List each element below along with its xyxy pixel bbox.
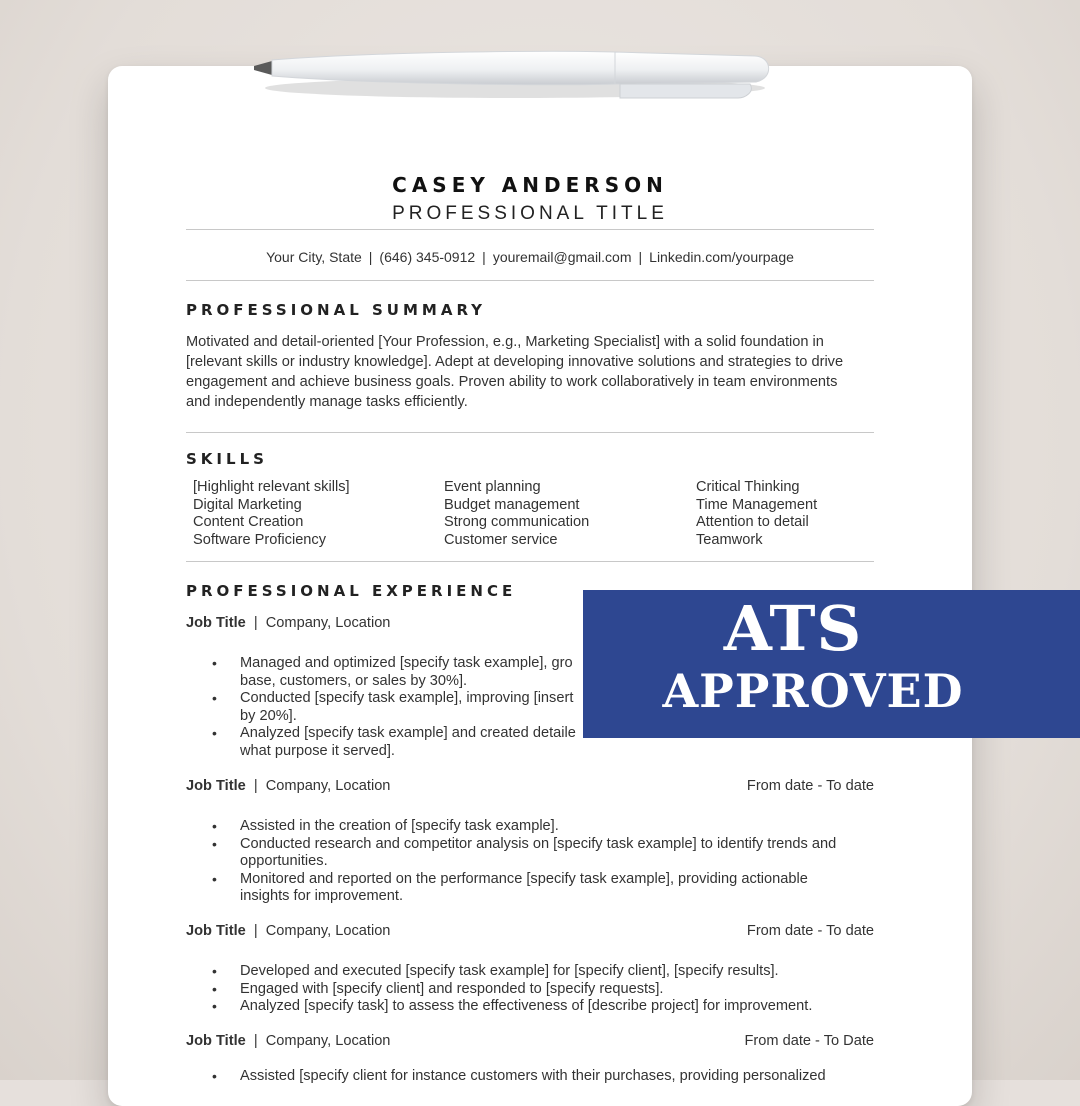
skill-item: Budget management [444, 496, 580, 513]
bullet-item [210, 1068, 870, 1086]
resume-name: CASEY ANDERSON [392, 173, 668, 197]
bullet-line: • Assisted in the creation of [specify task example]. [240, 818, 559, 834]
skill-item: Teamwork [696, 531, 763, 548]
skills-heading: SKILLS [186, 450, 268, 468]
bullet-line: • Engaged with [specify client] and responded to [specify requests]. [240, 980, 664, 997]
job-bullets [210, 963, 870, 1016]
bullet-line: • Conducted research and competitor analysis on [specify task example] to identify trends and [240, 835, 837, 852]
job-company: Company, Location [265, 923, 391, 939]
summary-line: and independently manage tasks efficiently. [186, 394, 468, 410]
summary-heading: PROFESSIONAL SUMMARY [186, 301, 487, 319]
bullet-line: opportunities. [240, 853, 328, 869]
skills-column [696, 479, 817, 549]
bullet-item [210, 871, 870, 906]
job-company: Company, Location [265, 1033, 391, 1049]
badge-line1: ATS [723, 592, 863, 665]
divider [186, 432, 874, 433]
bullet-line: by 20%]. [240, 707, 297, 724]
bullet-item [210, 836, 870, 871]
skill-item: Customer service [444, 531, 558, 548]
skill-item: Digital Marketing [193, 496, 302, 513]
job-dates: From date - To date [746, 923, 874, 939]
job-bullets [210, 818, 870, 906]
skill-item: Strong communication [444, 514, 590, 530]
job-dates: From date - To Date [744, 1033, 874, 1049]
bullet-line: base, customers, or sales by 30%]. [240, 672, 468, 689]
job-header: Job Title | Company, Location From date - To date [186, 778, 874, 794]
bullet-line: • Assisted [specify client for instance customers with their purchases, providing personalized [240, 1068, 826, 1084]
skill-item: Content Creation [193, 514, 304, 530]
job-header: Job Title | Company, Location [186, 615, 391, 631]
summary-line: [relevant skills or industry knowledge]. Adept at developing innovative solutions and strategies to drive [186, 354, 844, 370]
contact-line: Your City, State | (646) 345-0912 | youremail@gmail.com | Linkedin.com/yourpage [266, 249, 794, 265]
divider [186, 561, 874, 562]
job-header: Job Title | Company, Location From date - To date [186, 923, 874, 939]
divider [186, 280, 874, 281]
bullet-line: what purpose it served]. [240, 742, 395, 759]
skill-item: Time Management [696, 496, 818, 513]
pen-image [250, 40, 780, 110]
badge-line2: APPROVED [662, 664, 964, 718]
summary-line: Motivated and detail-oriented [Your Profession, e.g., Marketing Specialist] with a solid foundation in [186, 334, 824, 350]
contact-phone: (646) 345-0912 [379, 249, 476, 265]
contact-location: Your City, State [266, 249, 362, 265]
job-title: Job Title [186, 778, 246, 794]
job-dates: From date - To date [746, 778, 874, 794]
job-bullets [210, 1068, 870, 1086]
skill-item: Software Proficiency [193, 531, 327, 548]
job-company: Company, Location [265, 778, 391, 794]
experience-heading: PROFESSIONAL EXPERIENCE [186, 582, 517, 600]
bullet-item [210, 998, 870, 1016]
job-title: Job Title [186, 1033, 246, 1049]
bullet-item [210, 963, 870, 981]
ats-approved-badge [583, 590, 1080, 738]
job-company: Company, Location [265, 615, 391, 631]
skill-item: Attention to detail [696, 514, 809, 530]
bullet-line: • Monitored and reported on the performance [specify task example], providing actionable [240, 870, 808, 887]
bullet-item [210, 818, 870, 836]
skills-column [193, 479, 350, 549]
bullet-line: insights for improvement. [240, 888, 404, 904]
resume-title: PROFESSIONAL TITLE [392, 203, 668, 224]
skills-column [444, 479, 589, 549]
bullet-line: • Developed and executed [specify task example] for [specify client], [specify results]. [240, 963, 779, 979]
contact-linkedin: Linkedin.com/yourpage [649, 249, 794, 265]
skill-item: [Highlight relevant skills] [193, 479, 350, 495]
bullet-line: • Analyzed [specify task example] and created detaile [240, 725, 576, 741]
summary-text [186, 332, 886, 412]
bullet-line: • Analyzed [specify task] to assess the effectiveness of [describe project] for improvement. [240, 998, 813, 1014]
skill-item: Critical Thinking [696, 479, 800, 495]
job-title: Job Title [186, 923, 246, 939]
contact-email: youremail@gmail.com [492, 249, 632, 265]
job-title: Job Title [186, 615, 246, 631]
skill-item: Event planning [444, 479, 541, 495]
bullet-item [210, 981, 870, 999]
job-header: Job Title | Company, Location From date - To Date [186, 1033, 874, 1049]
bullet-line: • Managed and optimized [specify task example], gro [240, 655, 573, 671]
summary-line: engagement and achieve business goals. Proven ability to work collaboratively in team environments [186, 374, 838, 390]
bullet-line: • Conducted [specify task example], improving [insert [240, 690, 574, 706]
divider [186, 229, 874, 230]
